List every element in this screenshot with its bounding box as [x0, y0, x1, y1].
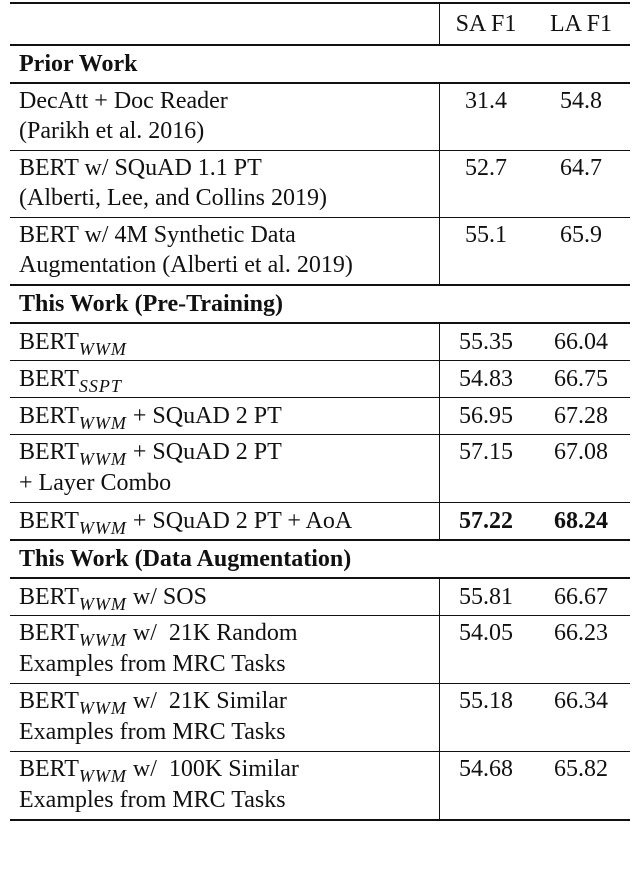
table-row	[10, 398, 630, 435]
sa-f1-value: 56.95	[440, 398, 533, 435]
model-name: $BERT_{WWM}$ w/ 21K Random Examples from MRC Tasks	[10, 616, 440, 684]
sa-f1-value: 54.05	[440, 616, 533, 684]
model-name: $BERT_{WWM}$ w/ 21K Similar Examples from MRC Tasks	[10, 684, 440, 752]
table-row	[10, 435, 630, 503]
la-f1-value: 54.8	[532, 83, 630, 151]
table-row	[10, 616, 630, 684]
model-name: $BERT_{WWM}$	[10, 323, 440, 361]
model-name: $BERT_{WWM}$ w/ 100K Similar Examples from MRC Tasks	[10, 752, 440, 821]
results-table	[10, 2, 630, 821]
table-row	[10, 578, 630, 616]
section-title: Prior Work	[10, 45, 630, 83]
sa-f1-value: 52.7	[440, 151, 533, 218]
section-title: This Work (Data Augmentation)	[10, 540, 630, 578]
section-title: This Work (Pre-Training)	[10, 285, 630, 323]
sa-f1-value: 31.4	[440, 83, 533, 151]
section-row	[10, 45, 630, 83]
la-f1-value: 67.28	[532, 398, 630, 435]
model-name: $BERT_{WWM}$ + SQuAD 2 PT	[10, 398, 440, 435]
table-row	[10, 684, 630, 752]
model-name: $BERT_{SSPT}$	[10, 361, 440, 398]
la-f1-best-value: 68.24	[532, 503, 630, 541]
sa-f1-value: 57.15	[440, 435, 533, 503]
la-f1-value: 66.34	[532, 684, 630, 752]
la-f1-value: 66.04	[532, 323, 630, 361]
model-name: DecAtt + Doc Reader (Parikh et al. 2016)	[10, 83, 440, 151]
sa-f1-value: 55.35	[440, 323, 533, 361]
la-f1-value: 64.7	[532, 151, 630, 218]
header-row	[10, 3, 630, 45]
table-row	[10, 752, 630, 821]
sa-f1-value: 54.83	[440, 361, 533, 398]
table-row	[10, 151, 630, 218]
la-f1-value: 66.75	[532, 361, 630, 398]
la-f1-value: 66.23	[532, 616, 630, 684]
model-name: $BERT_{WWM}$ + SQuAD 2 PT + Layer Combo	[10, 435, 440, 503]
header-model-cell	[10, 3, 440, 45]
model-name: BERT w/ 4M Synthetic Data Augmentation (Alberti et al. 2019)	[10, 218, 440, 286]
sa-f1-value: 55.81	[440, 578, 533, 616]
table-row	[10, 218, 630, 286]
table-row-best	[10, 503, 630, 541]
table-row	[10, 83, 630, 151]
table-row	[10, 323, 630, 361]
table-row	[10, 361, 630, 398]
la-f1-value: 66.67	[532, 578, 630, 616]
model-name: $BERT_{WWM}$ w/ SOS	[10, 578, 440, 616]
sa-f1-best-value: 57.22	[440, 503, 533, 541]
la-f1-value: 65.82	[532, 752, 630, 821]
header-la-f1: LA F1	[532, 3, 630, 45]
header-sa-f1: SA F1	[440, 3, 533, 45]
la-f1-value: 65.9	[532, 218, 630, 286]
model-name: BERT w/ SQuAD 1.1 PT (Alberti, Lee, and Collins 2019)	[10, 151, 440, 218]
sa-f1-value: 55.1	[440, 218, 533, 286]
section-row	[10, 540, 630, 578]
section-row	[10, 285, 630, 323]
sa-f1-value: 55.18	[440, 684, 533, 752]
la-f1-value: 67.08	[532, 435, 630, 503]
sa-f1-value: 54.68	[440, 752, 533, 821]
model-name: $BERT_{WWM}$ + SQuAD 2 PT + AoA	[10, 503, 440, 541]
